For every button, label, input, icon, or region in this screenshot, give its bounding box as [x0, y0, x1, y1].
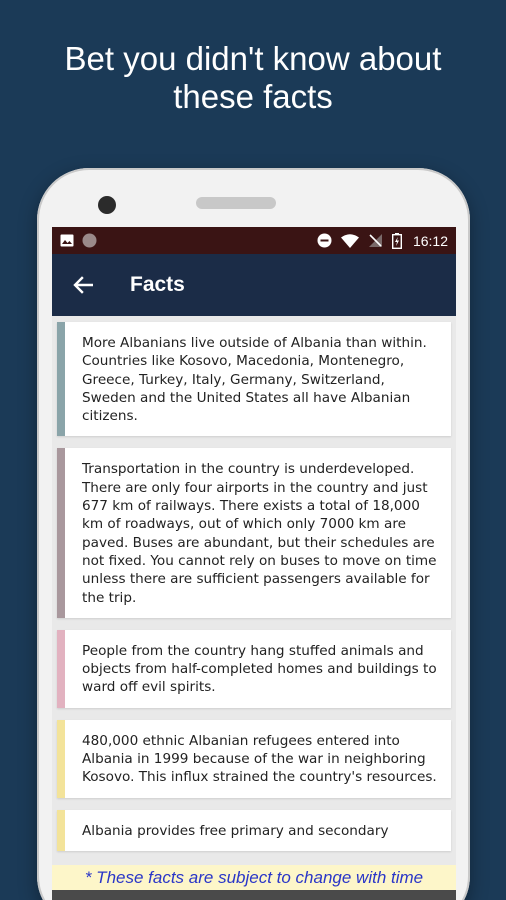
page-title: Facts [130, 273, 185, 296]
fact-card-accent [57, 322, 65, 436]
fact-card-accent [57, 810, 65, 851]
facts-list[interactable] [52, 316, 456, 851]
status-bar [52, 227, 456, 254]
fact-text: People from the country hang stuffed animals and objects from half-completed homes and buildings to ward off evil spirits. [82, 642, 437, 696]
phone-screen [52, 227, 456, 900]
bottom-strip [52, 890, 456, 900]
fact-card [57, 322, 451, 436]
promo-headline [0, 40, 506, 116]
fact-card-accent [57, 720, 65, 798]
fact-text: Albania provides free primary and secondary [82, 822, 389, 839]
fact-card [57, 810, 451, 851]
fact-card-accent [57, 630, 65, 708]
fact-card-accent [57, 448, 65, 617]
promo-headline-line2: these facts [173, 78, 333, 115]
disclaimer-banner: * These facts are subject to change with time [52, 865, 456, 890]
battery-icon [392, 233, 402, 249]
speaker-grille [196, 197, 276, 209]
fact-text: 480,000 ethnic Albanian refugees entered into Albania in 1999 because of the war in neighboring Kosovo. This influx strained the country's resources. [82, 732, 437, 786]
image-icon [60, 234, 74, 247]
wifi-icon [341, 234, 359, 248]
dnd-icon [317, 233, 332, 248]
app-bar [52, 254, 456, 316]
no-signal-icon [368, 233, 383, 248]
circle-icon [82, 233, 97, 248]
status-time: 16:12 [412, 232, 448, 249]
fact-text: More Albanians live outside of Albania than within. Countries like Kosovo, Macedonia, Montenegro, Greece, Turkey, Italy, Germany, Switzerland, Sweden and the United States all have Albanian citizens. [82, 335, 427, 425]
fact-text: Transportation in the country is underdeveloped. There are only four airports in the country and just 677 km of railways. There exists a total of 18,000 km of roadways, out of which only 7000 km are paved. Buses are abundant, but their schedules are not fixed. You cannot rely on buses to move on time unless there are sufficient passengers available for the trip. [82, 461, 437, 606]
fact-card [57, 630, 451, 708]
back-button[interactable] [70, 272, 96, 298]
promo-headline-line1: Bet you didn't know about [64, 40, 442, 77]
arrow-left-icon [73, 276, 93, 294]
fact-card [57, 720, 451, 798]
fact-card [57, 448, 451, 617]
camera-icon [98, 196, 116, 214]
